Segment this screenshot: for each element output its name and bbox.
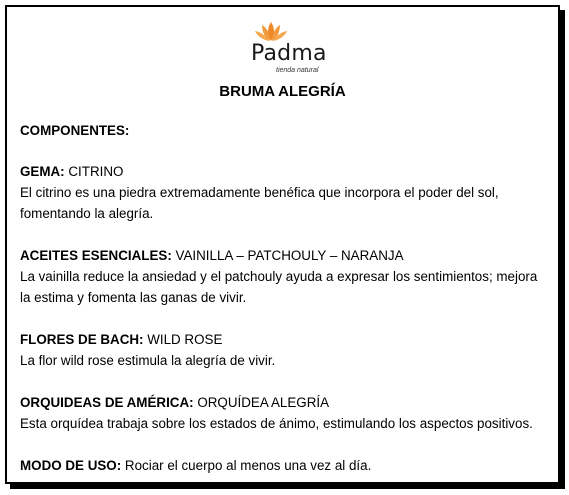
padma-logo [245, 21, 345, 79]
flores-label: FLORES DE BACH: [20, 332, 144, 347]
gema-label: GEMA: [20, 164, 65, 179]
modo-value: Rociar el cuerpo al menos una vez al día. [124, 458, 372, 473]
brand-name: Padma [251, 41, 327, 66]
brand-tagline: tienda natural [276, 67, 319, 74]
product-details [20, 120, 550, 476]
flores-value: WILD ROSE [147, 332, 223, 347]
orquideas-description: Esta orquídea trabaja sobre los estados de ánimo, estimulando los aspectos positivos. [20, 416, 533, 431]
aceites-value: VAINILLA – PATCHOULY – NARANJA [175, 248, 404, 263]
flores-line [20, 329, 550, 350]
gema-description: El citrino es una piedra extremadamente benéfica que incorpora el poder del sol, fomentando la alegría. [20, 185, 499, 221]
modo-line [20, 455, 550, 476]
product-title: BRUMA ALEGRÍA [219, 83, 346, 100]
modo-label: MODO DE USO: [20, 458, 122, 473]
lotus-icon [253, 21, 289, 43]
orquideas-value: ORQUÍDEA ALEGRÍA [197, 395, 330, 410]
gema-line [20, 161, 550, 182]
product-card [5, 5, 560, 484]
aceites-description: La vainilla reduce la ansiedad y el patchouly ayuda a expresar los sentimientos; mejora la estima y fomenta las ganas de vivir. [20, 269, 538, 305]
aceites-label: ACEITES ESENCIALES: [20, 248, 172, 263]
aceites-line [20, 245, 550, 266]
flores-description: La flor wild rose estimula la alegría de vivir. [20, 353, 276, 368]
gema-value: CITRINO [68, 164, 124, 179]
components-heading: COMPONENTES: [20, 123, 130, 138]
orquideas-line [20, 392, 550, 413]
orquideas-label: ORQUIDEAS DE AMÉRICA: [20, 395, 194, 410]
